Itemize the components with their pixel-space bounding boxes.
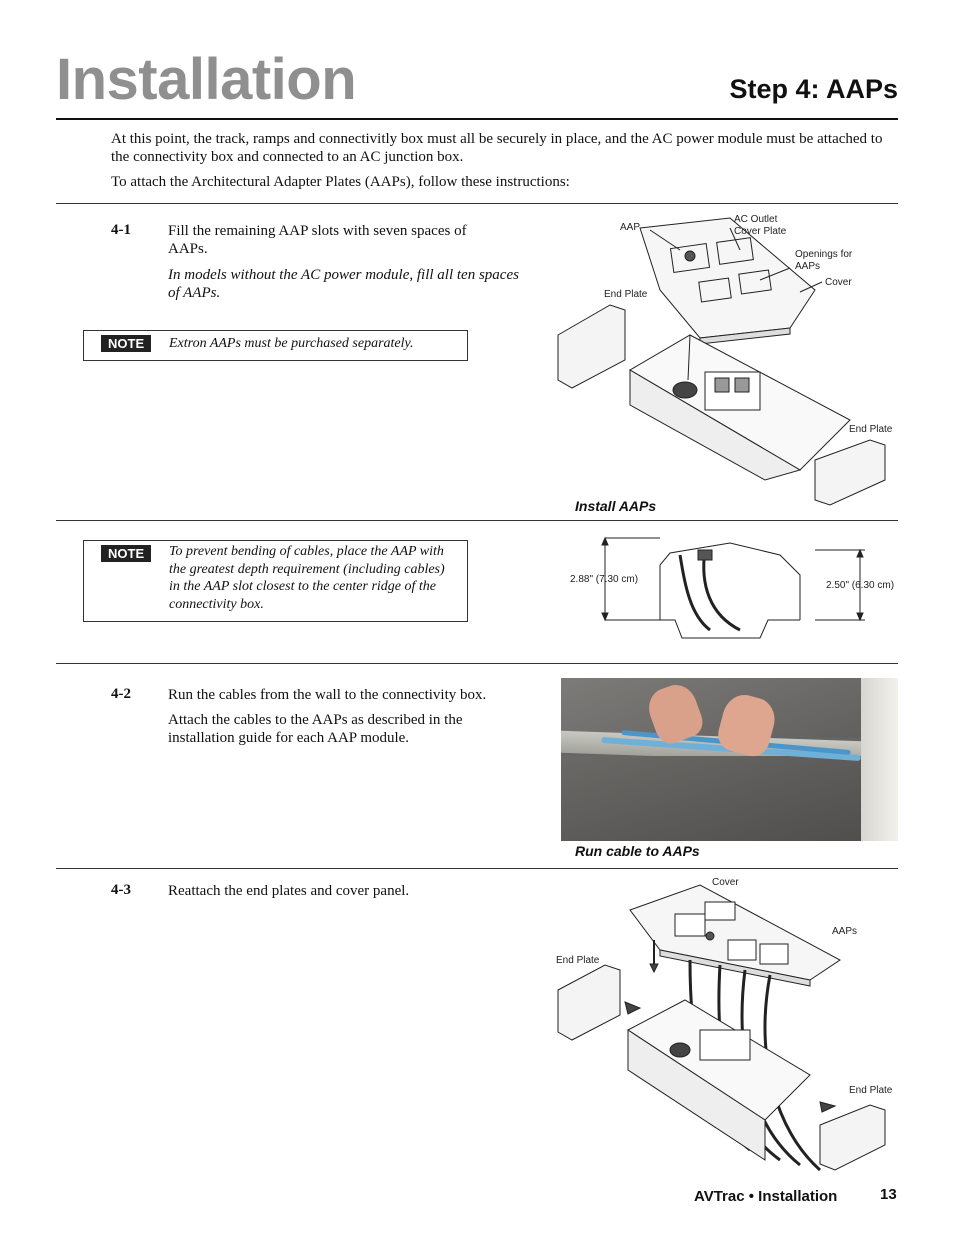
step-4-2-text-2: Attach the cables to the AAPs as described in the installation guide for each AAP module. (168, 712, 463, 746)
intro-paragraph: At this point, the track, ramps and connectivitly box must all be securely in place, and the AC power module must be attached to the connectivity box and connected to an AC junction box. (111, 131, 883, 165)
footer-product: AVTrac • Installation (694, 1188, 838, 1205)
label-end-plate-3: End Plate (556, 955, 600, 966)
divider-2 (56, 520, 898, 521)
label-cover: Cover (825, 277, 852, 288)
divider-4 (56, 868, 898, 869)
note-2-text: To prevent bending of cables, place the AAP with the greatest depth requirement (including cables) in the AAP slot closest to the center ridge of the connectivity box. (169, 544, 445, 612)
label-end-plate-2: End Plate (849, 424, 893, 435)
note-box-1 (83, 330, 468, 361)
divider-1 (56, 203, 898, 204)
step-number-4-3: 4-3 (111, 882, 131, 898)
note-badge: NOTE (101, 335, 151, 352)
figure-caption-run-cable: Run cable to AAPs (575, 843, 700, 859)
run-cable-photo (561, 678, 898, 841)
step-4-1-text: Fill the remaining AAP slots with seven spaces of AAPs. (168, 223, 467, 257)
intro-instructions: To attach the Architectural Adapter Plates (AAPs), follow these instructions: (111, 174, 570, 190)
step-4-3-text: Reattach the end plates and cover panel. (168, 883, 410, 899)
label-openings: Openings for AAPs (795, 249, 853, 272)
label-aaps-3: AAPs (832, 926, 858, 937)
label-ac-outlet: AC Outlet Cover Plate (734, 214, 787, 237)
page-number: 13 (880, 1186, 897, 1203)
label-cover-3: Cover (712, 877, 739, 888)
reattach-diagram (550, 880, 895, 1180)
note-badge-2: NOTE (101, 545, 151, 562)
label-end-plate-4: End Plate (849, 1085, 893, 1096)
dim-left-label: 2.88" (7.30 cm) (570, 574, 639, 585)
step-4-2-text-1: Run the cables from the wall to the connectivity box. (168, 687, 487, 703)
header-rule (56, 118, 898, 120)
step-number-4-1: 4-1 (111, 222, 131, 238)
label-aap: AAP (620, 222, 641, 233)
divider-3 (56, 663, 898, 664)
figure-caption-install: Install AAPs (575, 498, 657, 514)
dim-right-label: 2.50" (6.30 cm) (826, 580, 895, 591)
note-box-2 (83, 540, 468, 622)
label-end-plate-1: End Plate (604, 289, 648, 300)
step-title: Step 4: AAPs (729, 74, 898, 104)
note-text: Extron AAPs must be purchased separately. (169, 336, 414, 351)
section-title: Installation (56, 47, 357, 112)
step-4-1-italic: In models without the AC power module, fill all ten spaces of AAPs. (168, 267, 519, 301)
step-number-4-2: 4-2 (111, 686, 131, 702)
